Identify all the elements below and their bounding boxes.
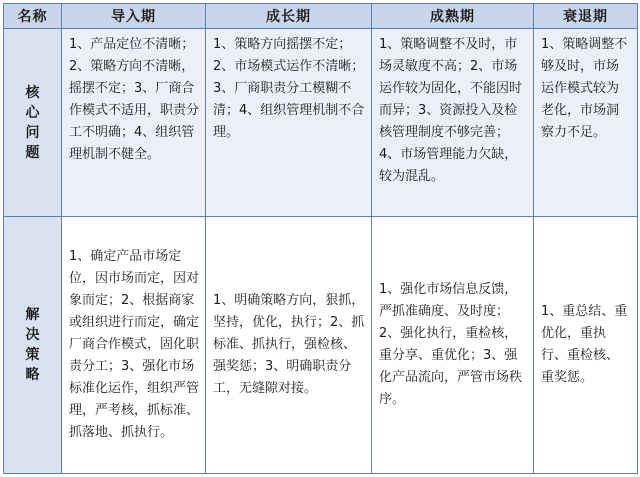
header-growth: 成长期	[206, 4, 372, 29]
header-name: 名称	[4, 4, 62, 29]
cell-solutions-growth: 1、明确策略方向，狠抓，坚持，优化，执行；2、抓标准、抓执行，强检核、强奖惩；3、明确职责分工，无缝隙对接。	[206, 217, 372, 474]
cell-solutions-maturity: 1、强化市场信息反馈，严抓准确度、及时度；2、强化执行，重检核，重分享、重优化；3、强化产品流向，严管市场秩序。	[372, 217, 534, 474]
cell-core-issues-decline: 1、策略调整不够及时，市场运作模式较为老化，市场洞察力不足。	[534, 29, 638, 217]
header-maturity: 成熟期	[372, 4, 534, 29]
cell-core-issues-maturity: 1、策略调整不及时，市场灵敏度不高；2、市场运作较为固化，不能因时而异；3、资源投入及检核管理制度不够完善；4、市场管理能力欠缺，较为混乱。	[372, 29, 534, 217]
row-core-issues	[4, 29, 638, 217]
cell-core-issues-growth: 1、策略方向摇摆不定；2、市场模式运作不清晰；3、厂商职责分工模糊不清；4、组织管理机制不合理。	[206, 29, 372, 217]
row-label-solutions: 解决策略	[4, 217, 62, 474]
header-introduction: 导入期	[62, 4, 206, 29]
row-solutions	[4, 217, 638, 474]
cell-solutions-decline: 1、重总结、重优化，重执行、重检核、重奖惩。	[534, 217, 638, 474]
row-label-core-issues: 核心问题	[4, 29, 62, 217]
header-row	[4, 4, 638, 29]
header-decline: 衰退期	[534, 4, 638, 29]
lifecycle-table	[3, 3, 638, 474]
cell-solutions-introduction: 1、确定产品市场定位，因市场而定，因对象而定；2、根据商家或组织进行而定，确定厂商合作模式，固化职责分工；3、强化市场标准化运作，组织严管理，严考核，抓标准、抓落地、抓执行。	[62, 217, 206, 474]
cell-core-issues-introduction: 1、产品定位不清晰；2、策略方向不清晰，摇摆不定；3、厂商合作模式不适用，职责分工不明确；4、组织管理机制不健全。	[62, 29, 206, 217]
